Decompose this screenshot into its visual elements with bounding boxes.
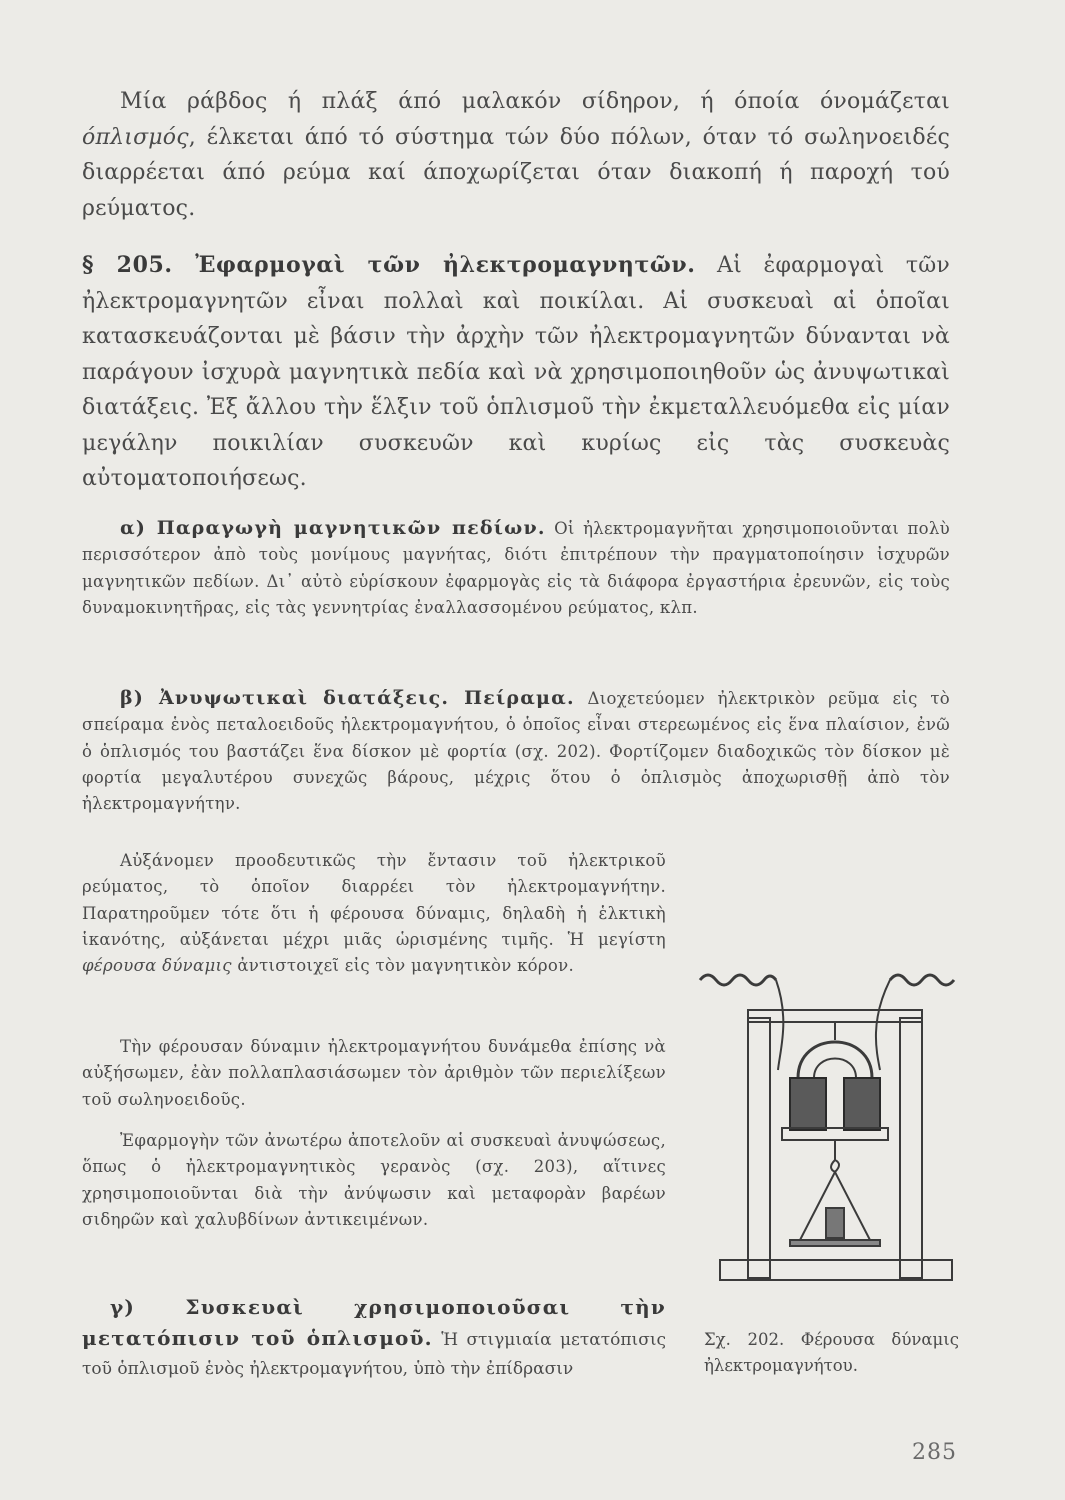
intro-text-2: , έλκεται άπό τό σύστημα τών δύο πόλων, όταν τό σωληνοειδές διαρρέεται άπό ρεύμα καί άποχωρίζεται όταν διακοπή ή παροχή τού ρεύματος. [82, 124, 950, 221]
subsection-b-body: Διοχετεύομεν ἠλεκτρικὸν ρεῦμα εἰς τὸ σπείραμα ἑνὸς πεταλοειδοῦς ἠλεκτρομαγνήτου, ὁ ὁποῖος εἶναι στερεωμένος εἰς ἕνα πλαίσιον, ἐνῶ ὁ ὁπλισμός του βαστάζει ἕνα δίσκον μὲ φορτία (σχ. 202). Φορτίζομεν διαδοχικῶς τὸν δίσκον μὲ φορτία μεγαλυτέρου συνεχῶς βάρους, μέχρις ὅτου ὁ ὁπλισμὸς ἀποχωρισθῇ ἀπὸ τὸν ἠλεκτρομαγνήτην. [82, 689, 950, 814]
subsection-c-heading: γ) Συσκευαὶ χρησιμοποιοῦσαι τὴν μετατόπισιν τοῦ ὁπλισμοῦ. [82, 1295, 666, 1350]
section-body: Αἱ ἐφαρμογαὶ τῶν ἠλεκτρομαγνητῶν εἶναι πολλαὶ καὶ ποικίλαι. Αἱ συσκευαὶ αἱ ὁποῖαι κατασκευάζονται μὲ βάσιν τὴν ἀρχὴν τῶν ἠλεκτρομαγνητῶν δύνανται νὰ παράγουν ἰσχυρὰ μαγνητικὰ πεδία καὶ νὰ χρησιμοποιηθοῦν ὡς ἀνυψωτικαὶ διατάξεις. Ἐξ ἄλλου τὴν ἕλξιν τοῦ ὁπλισμοῦ τὴν ἐκμεταλλευόμεθα εἰς μίαν μεγάλην ποικιλίαν συσκευῶν καὶ κυρίως εἰς τὰς συσκευὰς αὐτοματοποιήσεως. [82, 253, 950, 491]
subsection-a-heading: α) Παραγωγὴ μαγνητικῶν πεδίων. [120, 517, 546, 539]
subsection-c-body: Ἡ στιγμιαία μετατόπισις τοῦ ὁπλισμοῦ ἑνὸς ἠλεκτρομαγνήτου, ὑπὸ τὴν ἐπίδρασιν [82, 1330, 667, 1379]
subsection-b-heading: β) Ἀνυψωτικαὶ διατάξεις. Πείραμα. [120, 687, 575, 709]
subsection-a-body: Οἱ ἠλεκτρομαγνῆται χρησιμοποιοῦνται πολὺ περισσότερον ἀπὸ τοὺς μονίμους μαγνήτας, διότι ἐπιτρέπουν τὴν πραγματοποίησιν ἰσχυρῶν μαγνητικῶν πεδίων. Δι᾿ αὐτὸ εὑρίσκουν ἐφαρμογὰς εἰς τὰ διάφορα ἐργαστήρια ἐρευνῶν, εἰς τοὺς δυναμοκινητῆρας, εἰς τὰς γεννητρίας ἐναλλασσομένου ρεύματος, κλπ. [82, 519, 950, 617]
application-text: Ἐφαρμογὴν τῶν ἀνωτέρω ἀποτελοῦν αἱ συσκευαὶ ἀνυψώσεως, ὅπως ὁ ἠλεκτρομαγνητικὸς γερανὸς (σχ. 203), αἵτινες χρησιμοποιοῦνται διὰ τὴν ἀνύψωσιν καὶ μεταφορὰν βαρέων σιδηρῶν καὶ χαλυβδίνων ἀντικειμένων. [82, 1131, 666, 1229]
term-armature: όπλισμός [82, 124, 189, 150]
electromagnet-illustration [690, 960, 965, 1320]
figure-caption: Σχ. 202. Φέρουσα δύναμις ἠλεκτρομαγνήτου. [704, 1330, 959, 1375]
force-paragraph [82, 1034, 666, 1113]
application-paragraph [82, 1128, 666, 1233]
intro-paragraph [82, 84, 950, 226]
term-bearing-force: φέρουσα δύναμις [82, 956, 232, 976]
page-number: 285 [912, 1440, 957, 1465]
subsection-a-paragraph [82, 515, 950, 621]
section-heading: § 205. Ἐφαρμογαὶ τῶν ἠλεκτρομαγνητῶν. [82, 252, 696, 278]
intro-text-1: Μία ράβδος ή πλάξ άπό μαλακόν σίδηρον, ή όποία όνομάζεται [120, 89, 950, 114]
increase-paragraph [82, 848, 666, 979]
figure-202-electromagnet [690, 960, 965, 1320]
subsection-c-paragraph [82, 1293, 666, 1384]
increase-text-1: Αὐξάνομεν προοδευτικῶς τὴν ἔντασιν τοῦ ἠλεκτρικοῦ ρεύματος, τὸ ὁποῖον διαρρέει τὸν ἠλεκτρομαγνήτην. Παρατηροῦμεν τότε ὅτι ἡ φέρουσα δύναμις, δηλαδὴ ἡ ἑλκτικὴ ἱκανότης, αὐξάνεται μέχρι μιᾶς ὡρισμένης τιμῆς. Ἡ μεγίστη [82, 851, 666, 949]
section-205-paragraph [82, 248, 950, 497]
subsection-b-paragraph [82, 685, 950, 817]
force-text: Τὴν φέρουσαν δύναμιν ἠλεκτρομαγνήτου δυνάμεθα ἐπίσης νὰ αὐξήσωμεν, ἐὰν πολλαπλασιάσωμεν τὸν ἀριθμὸν τῶν περιελίξεων τοῦ σωληνοειδοῦς. [82, 1037, 666, 1109]
increase-text-2: ἀντιστοιχεῖ εἰς τὸν μαγνητικὸν κόρον. [231, 956, 575, 976]
